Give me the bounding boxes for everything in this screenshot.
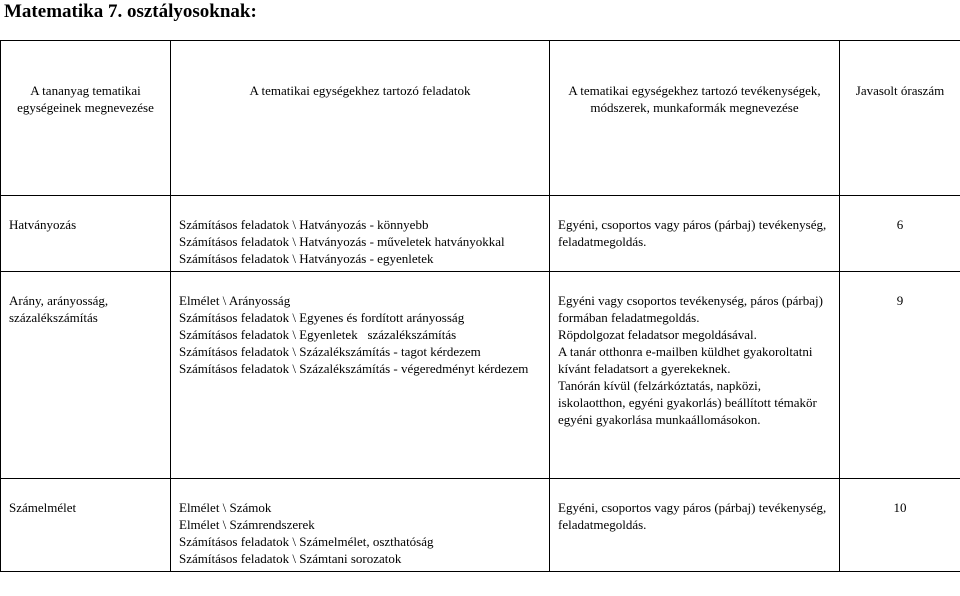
method-item: Röpdolgozat feladatsor megoldásával. xyxy=(558,327,757,342)
tasks-cell xyxy=(171,479,550,572)
task-item: Számításos feladatok \ Számtani sorozatok xyxy=(179,551,402,566)
task-item: Számításos feladatok \ Számelmélet, oszthatóság xyxy=(179,534,434,549)
unit-name: Arány, arányosság, százalékszámítás xyxy=(9,293,109,325)
curriculum-table xyxy=(0,40,960,572)
methods-cell xyxy=(550,196,840,272)
table-row xyxy=(1,196,960,272)
header-cell-tasks xyxy=(171,41,550,196)
page-title: Matematika 7. osztályosoknak: xyxy=(4,1,257,22)
task-item: Számításos feladatok \ Hatványozás - egyenletek xyxy=(179,251,434,266)
task-item: Elmélet \ Számrendszerek xyxy=(179,517,315,532)
task-item: Számításos feladatok \ Hatványozás - műveletek hatványokkal xyxy=(179,234,505,249)
table-row xyxy=(1,479,960,572)
hours-cell xyxy=(840,196,960,272)
unit-name: Számelmélet xyxy=(9,500,77,515)
methods-cell xyxy=(550,272,840,479)
method-item: Tanórán kívül (felzárkóztatás, napközi, iskolaotthon, egyéni gyakorlás) beállított témakör egyéni gyakorlása munkaállomásokon. xyxy=(558,378,817,427)
tasks-cell xyxy=(171,196,550,272)
method-list xyxy=(550,196,839,250)
hours-value: 9 xyxy=(896,293,904,308)
method-item: Egyéni, csoportos vagy páros (párbaj) tevékenység, feladatmegoldás. xyxy=(558,500,827,532)
header-tasks-label: A tematikai egységekhez tartozó feladatok xyxy=(249,83,471,98)
method-list xyxy=(550,479,839,533)
task-item: Számításos feladatok \ Százalékszámítás - tagot kérdezem xyxy=(179,344,481,359)
task-list xyxy=(171,479,549,567)
header-unit-label: A tananyag tematikai egységeinek megnevezése xyxy=(17,83,154,115)
task-item: Számításos feladatok \ Egyenletek százalékszámítás xyxy=(179,327,457,342)
unit-name: Hatványozás xyxy=(9,217,77,232)
table-header-row xyxy=(1,41,960,196)
header-methods-label: A tematikai egységekhez tartozó tevékenységek, módszerek, munkaformák megnevezése xyxy=(568,83,821,115)
unit-cell xyxy=(1,272,171,479)
hours-value: 6 xyxy=(896,217,904,232)
method-item: Egyéni, csoportos vagy páros (párbaj) tevékenység, feladatmegoldás. xyxy=(558,217,827,249)
task-item: Elmélet \ Számok xyxy=(179,500,272,515)
header-cell-hours xyxy=(840,41,960,196)
tasks-cell xyxy=(171,272,550,479)
hours-cell xyxy=(840,479,960,572)
method-item: Egyéni vagy csoportos tevékenység, páros (párbaj) formában feladatmegoldás. xyxy=(558,293,823,325)
methods-cell xyxy=(550,479,840,572)
method-item: A tanár otthonra e-mailben küldhet gyakoroltatni kívánt feladatsort a gyerekeknek. xyxy=(558,344,813,376)
header-cell-unit xyxy=(1,41,171,196)
task-item: Számításos feladatok \ Hatványozás - könnyebb xyxy=(179,217,429,232)
unit-cell xyxy=(1,479,171,572)
method-list xyxy=(550,272,839,428)
hours-value: 10 xyxy=(893,500,907,515)
task-list xyxy=(171,272,549,377)
table-row xyxy=(1,272,960,479)
task-item: Elmélet \ Arányosság xyxy=(179,293,291,308)
header-hours-label: Javasolt óraszám xyxy=(855,83,945,98)
unit-cell xyxy=(1,196,171,272)
hours-cell xyxy=(840,272,960,479)
task-item: Számításos feladatok \ Százalékszámítás - végeredményt kérdezem xyxy=(179,361,529,376)
task-list xyxy=(171,196,549,267)
header-cell-methods xyxy=(550,41,840,196)
task-item: Számításos feladatok \ Egyenes és fordított arányosság xyxy=(179,310,465,325)
